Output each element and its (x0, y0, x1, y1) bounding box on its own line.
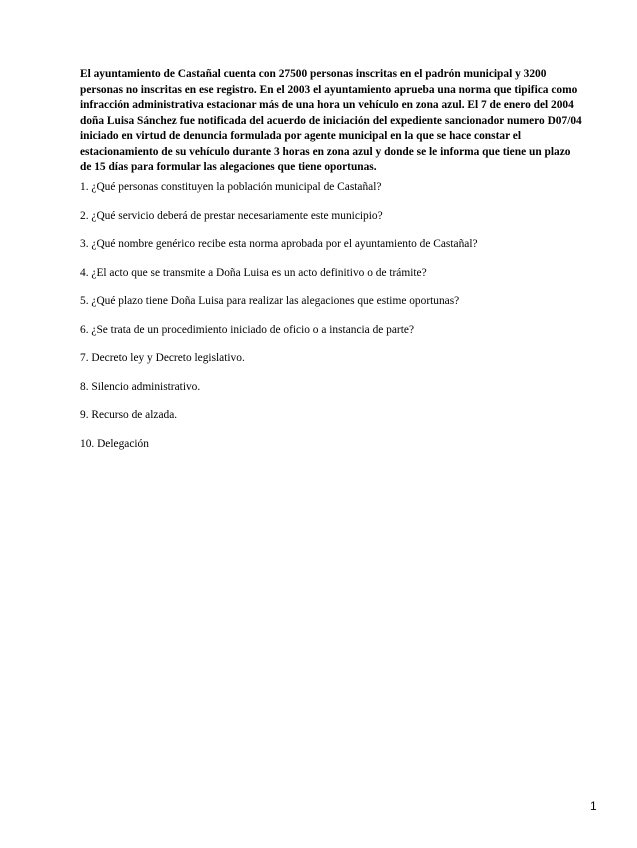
question-item: 2. ¿Qué servicio deberá de prestar necesariamente este municipio? (80, 209, 383, 222)
question-item: 8. Silencio administrativo. (80, 380, 201, 393)
page-number: 1 (590, 799, 597, 813)
question-item: 6. ¿Se trata de un procedimiento iniciado de oficio o a instancia de parte? (80, 323, 414, 336)
case-statement-line: doña Luisa Sánchez fue notificada del acuerdo de iniciación del expediente sancionador numero D07/04 (80, 114, 582, 127)
question-item: 10. Delegación (80, 437, 149, 450)
question-item: 4. ¿El acto que se transmite a Doña Luisa es un acto definitivo o de trámite? (80, 266, 427, 279)
case-statement-line: infracción administrativa estacionar más de una hora un vehículo en zona azul. El 7 de enero del 2004 (80, 99, 574, 111)
question-item: 9. Recurso de alzada. (80, 409, 178, 421)
case-statement-line: personas no inscritas en ese registro. En el 2003 el ayuntamiento aprueba una norma que tipifica como (80, 83, 578, 96)
case-statement-line: iniciado en virtud de denuncia formulada por agente municipal en la que se hace constar el (80, 130, 521, 142)
case-statement-line: de 15 días para formular las alegaciones que tiene oportunas. (80, 161, 377, 173)
question-item: 1. ¿Qué personas constituyen la población municipal de Castañal? (80, 181, 382, 193)
case-statement-line: estacionamiento de su vehículo durante 3 horas en zona azul y donde se le informa que tiene un plazo (80, 145, 571, 158)
question-item: 7. Decreto ley y Decreto legislativo. (80, 352, 245, 364)
case-statement (80, 67, 600, 176)
question-item: 3. ¿Qué nombre genérico recibe esta norma aprobada por el ayuntamiento de Castañal? (80, 238, 478, 250)
case-statement-line: El ayuntamiento de Castañal cuenta con 27500 personas inscritas en el padrón municipal y 3200 (80, 68, 547, 80)
question-list (80, 180, 478, 465)
question-item: 5. ¿Qué plazo tiene Doña Luisa para realizar las alegaciones que estime oportunas? (80, 295, 460, 307)
